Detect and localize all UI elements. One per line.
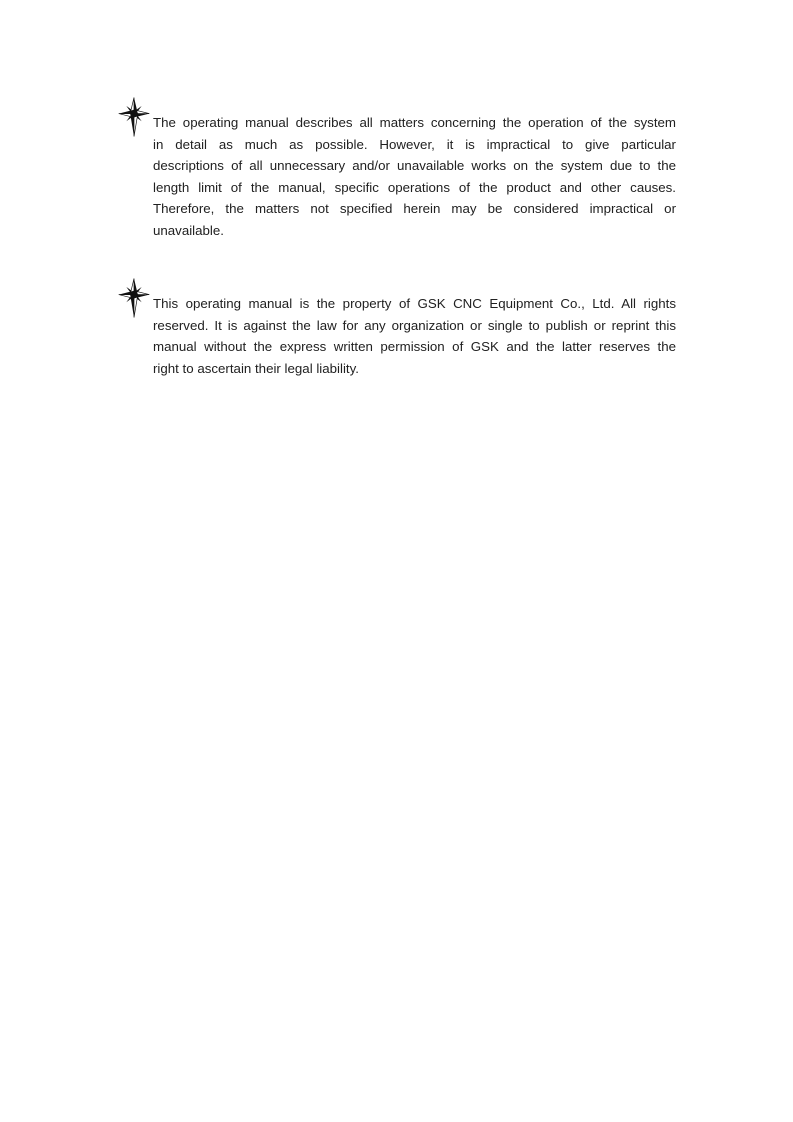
text-line: descriptions of all unnecessary and/or unavailable works on the system due to the xyxy=(153,158,676,173)
notice-paragraph-2 xyxy=(153,293,676,379)
text-line: right to ascertain their legal liability. xyxy=(153,360,359,376)
text-line: reserved. It is against the law for any organization or single to publish or reprint this xyxy=(153,317,676,333)
text-line: This operating manual is the property of GSK CNC Equipment Co., Ltd. All rights xyxy=(153,296,676,311)
text-line: The operating manual describes all matters concerning the operation of the system xyxy=(153,115,676,130)
text-line: unavailable. xyxy=(153,222,224,238)
text-line: Therefore, the matters not specified herein may be considered impractical or xyxy=(153,201,676,216)
compass-rose-icon xyxy=(117,94,151,140)
text-line: length limit of the manual, specific operations of the product and other causes. xyxy=(153,179,676,195)
text-line: in detail as much as possible. However, it is impractical to give particular xyxy=(153,136,676,152)
text-line: manual without the express written permission of GSK and the latter reserves the xyxy=(153,339,676,354)
compass-rose-icon xyxy=(117,275,151,321)
notice-paragraph-1 xyxy=(153,112,676,241)
